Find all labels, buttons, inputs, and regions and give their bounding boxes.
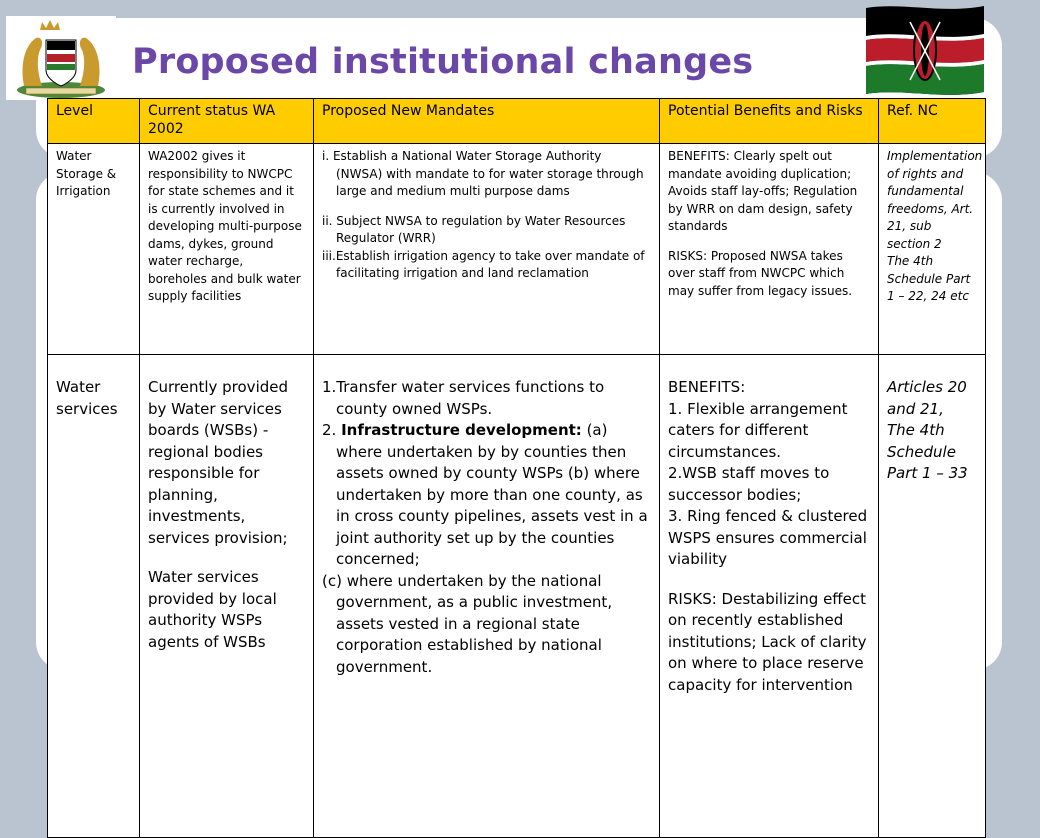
table-header-row (48, 99, 986, 144)
cell-benefits-risks (660, 144, 879, 355)
kenya-flag-icon (862, 2, 988, 98)
cell-status (140, 355, 314, 838)
mandate-item: (c) where undertaken by the national government, as a public investment, assets vested in a regional state corporation established by national government. (322, 571, 613, 676)
mandate-item: i. Establish a National Water Storage Authority (NWSA) with mandate to for water storage through large and medium multi purpose dams (322, 149, 644, 198)
status-text: Currently provided by Water services boards (WSBs) - regional bodies responsible for planning, investments, services provision; (148, 378, 289, 547)
table-row (48, 144, 986, 355)
header-level: Level (48, 99, 140, 144)
mandate-item (322, 420, 651, 571)
status-text: Water services provided by local authority WSPs agents of WSBs (148, 568, 277, 651)
mandate-item: ii. Subject NWSA to regulation by Water Resources Regulator (WRR) (322, 213, 626, 245)
header-current-status: Current status WA 2002 (140, 99, 314, 144)
mandate-item: 1.Transfer water services functions to county owned WSPs. (322, 378, 605, 418)
institutional-changes-table (47, 98, 986, 838)
mandate-number: 2. (322, 421, 342, 439)
header-benefits-risks: Potential Benefits and Risks (660, 99, 879, 144)
cell-mandates (314, 355, 660, 838)
cell-status: WA2002 gives it responsibility to NWCPC for state schemes and it is currently involved in developing multi-purpose dams, dykes, ground water recharge, boreholes and bulk water supply facilities (140, 144, 314, 355)
cell-level: Water Storage & Irrigation (48, 144, 140, 355)
benefit-item: 2.WSB staff moves to successor bodies; (668, 464, 830, 504)
mandate-item: iii.Establish irrigation agency to take over mandate of facilitating irrigation and land reclamation (322, 248, 645, 280)
coat-of-arms-icon (6, 16, 116, 100)
benefits-text: BENEFITS: Clearly spelt out mandate avoiding duplication; Avoids staff lay-offs; Regulation by WRR on dam design, safety standards (668, 149, 858, 233)
cell-ref (879, 355, 986, 838)
benefit-item: 1. Flexible arrangement caters for different circumstances. (668, 399, 848, 461)
page-title: Proposed institutional changes (132, 42, 754, 82)
ref-text: The 4th Schedule Part 1 – 22, 24 etc (887, 254, 971, 303)
ref-text: Implementation of rights and fundamental freedoms, Art. 21, sub section 2 (887, 149, 983, 251)
ref-text: The 4th Schedule Part 1 – 33 (887, 421, 968, 482)
benefit-item: 3. Ring fenced & clustered WSPS ensures commercial viability (668, 507, 868, 568)
table-row (48, 355, 986, 838)
benefits-heading: BENEFITS: (668, 378, 746, 396)
cell-mandates (314, 144, 660, 355)
cell-ref (879, 144, 986, 355)
risks-text: RISKS: Proposed NWSA takes over staff from NWCPC which may suffer from legacy issues. (668, 248, 853, 298)
mandate-text: (a) where undertaken by by counties then assets owned by county WSPs (b) where undertaken by more than one county, as in cross county pipelines, assets vest in a joint authority set up by the counties concerned; (336, 421, 648, 568)
header-ref-nc: Ref. NC (879, 99, 986, 144)
risks-text: RISKS: Destabilizing effect on recently established institutions; Lack of clarity on where to place reserve capacity for intervention (668, 589, 867, 694)
mandate-bold-label: Infrastructure development: (341, 421, 582, 439)
header-proposed-mandates: Proposed New Mandates (314, 99, 660, 144)
cell-benefits-risks (660, 355, 879, 838)
cell-level: Water services (48, 355, 140, 838)
ref-text: Articles 20 and 21, (887, 378, 967, 418)
